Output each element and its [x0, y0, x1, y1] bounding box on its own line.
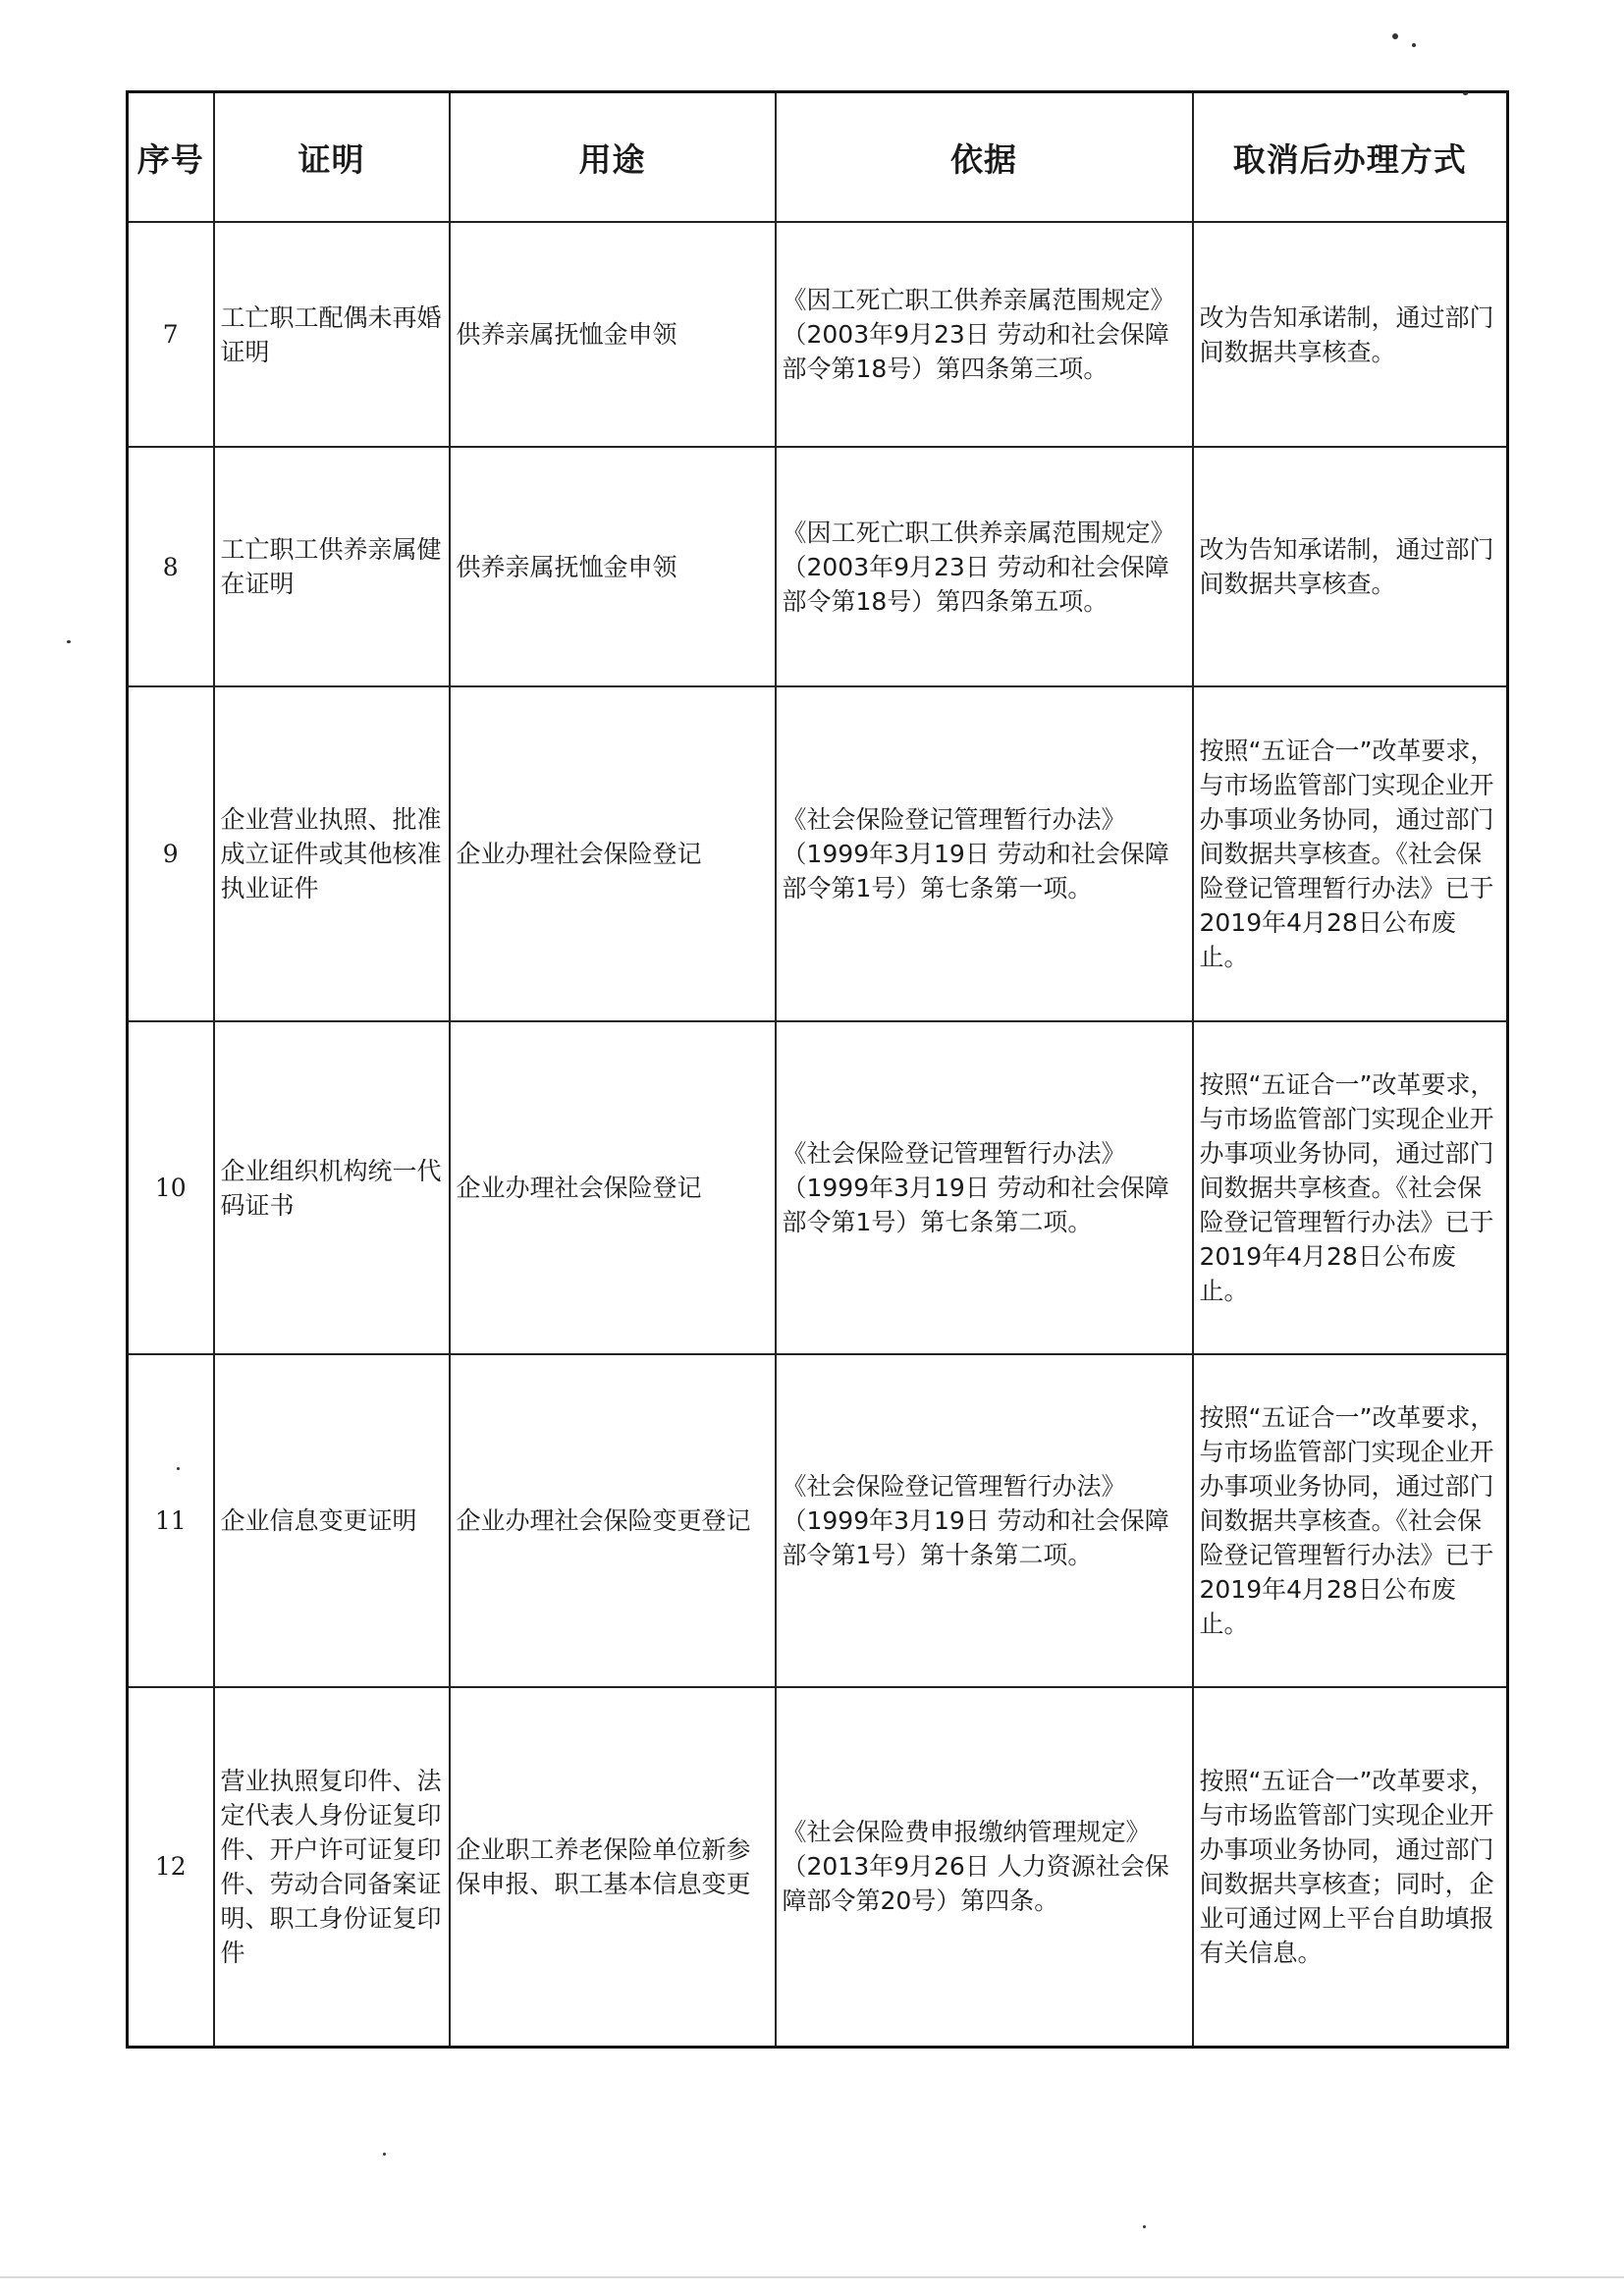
cell-seq: 12: [128, 1687, 214, 2047]
scan-speck: [1463, 92, 1468, 95]
cell-basis: 《社会保险登记管理暂行办法》（1999年3月19日 劳动和社会保障部令第1号）第七条第二项。: [776, 1021, 1193, 1354]
header-certificate: 证明: [214, 92, 450, 223]
cell-certificate: 营业执照复印件、法定代表人身份证复印件、开户许可证复印件、劳动合同备案证明、职工身份证复印件: [214, 1687, 450, 2047]
cell-basis: 《因工死亡职工供养亲属范围规定》（2003年9月23日 劳动和社会保障部令第18号）第四条第五项。: [776, 447, 1193, 686]
scan-edge-line: [0, 2276, 1624, 2278]
cell-certificate: 企业组织机构统一代码证书: [214, 1021, 450, 1354]
cell-purpose: 企业办理社会保险登记: [450, 686, 776, 1021]
scan-speck: [383, 2153, 386, 2156]
scan-speck: [1412, 43, 1416, 47]
cell-certificate: 工亡职工配偶未再婚证明: [214, 222, 450, 447]
cell-seq: 10: [128, 1021, 214, 1354]
table-row: [128, 1687, 1508, 2047]
certificate-table: [126, 90, 1509, 2049]
cell-purpose: 企业办理社会保险登记: [450, 1021, 776, 1354]
scan-speck: [1392, 33, 1398, 39]
table-row: [128, 222, 1508, 447]
cell-seq: 8: [128, 447, 214, 686]
cell-method: 按照“五证合一”改革要求，与市场监管部门实现企业开办事项业务协同，通过部门间数据共享核查。《社会保险登记管理暂行办法》已于2019年4月28日公布废止。: [1193, 1021, 1508, 1354]
cell-purpose: 企业办理社会保险变更登记: [450, 1354, 776, 1687]
cell-certificate: 工亡职工供养亲属健在证明: [214, 447, 450, 686]
cell-method: 改为告知承诺制，通过部门间数据共享核查。: [1193, 447, 1508, 686]
header-purpose: 用途: [450, 92, 776, 223]
header-method: 取消后办理方式: [1193, 92, 1508, 223]
cell-purpose: 供养亲属抚恤金申领: [450, 222, 776, 447]
table-row: [128, 1021, 1508, 1354]
cell-basis: 《社会保险登记管理暂行办法》（1999年3月19日 劳动和社会保障部令第1号）第十条第二项。: [776, 1354, 1193, 1687]
cell-method: 改为告知承诺制，通过部门间数据共享核查。: [1193, 222, 1508, 447]
cell-seq: 11: [128, 1354, 214, 1687]
cell-purpose: 企业职工养老保险单位新参保申报、职工基本信息变更: [450, 1687, 776, 2047]
cell-method: 按照“五证合一”改革要求，与市场监管部门实现企业开办事项业务协同，通过部门间数据共享核查；同时，企业可通过网上平台自助填报有关信息。: [1193, 1687, 1508, 2047]
cell-purpose: 供养亲属抚恤金申领: [450, 447, 776, 686]
table-row: [128, 1354, 1508, 1687]
cell-basis: 《社会保险登记管理暂行办法》（1999年3月19日 劳动和社会保障部令第1号）第七条第一项。: [776, 686, 1193, 1021]
table-row: [128, 447, 1508, 686]
table-row: [128, 686, 1508, 1021]
cell-seq: 9: [128, 686, 214, 1021]
scan-speck: [67, 640, 71, 643]
cell-method: 按照“五证合一”改革要求，与市场监管部门实现企业开办事项业务协同，通过部门间数据共享核查。《社会保险登记管理暂行办法》已于2019年4月28日公布废止。: [1193, 686, 1508, 1021]
table-header-row: [128, 92, 1508, 223]
cell-method: 按照“五证合一”改革要求，与市场监管部门实现企业开办事项业务协同，通过部门间数据共享核查。《社会保险登记管理暂行办法》已于2019年4月28日公布废止。: [1193, 1354, 1508, 1687]
header-basis: 依据: [776, 92, 1193, 223]
cell-certificate: 企业信息变更证明: [214, 1354, 450, 1687]
cell-basis: 《社会保险费申报缴纳管理规定》（2013年9月26日 人力资源社会保障部令第20号）第四条。: [776, 1687, 1193, 2047]
header-seq: 序号: [128, 92, 214, 223]
scan-speck: [1143, 2225, 1146, 2228]
scan-speck: [177, 1467, 180, 1470]
cell-basis: 《因工死亡职工供养亲属范围规定》（2003年9月23日 劳动和社会保障部令第18号）第四条第三项。: [776, 222, 1193, 447]
cell-seq: 7: [128, 222, 214, 447]
cell-certificate: 企业营业执照、批准成立证件或其他核准执业证件: [214, 686, 450, 1021]
